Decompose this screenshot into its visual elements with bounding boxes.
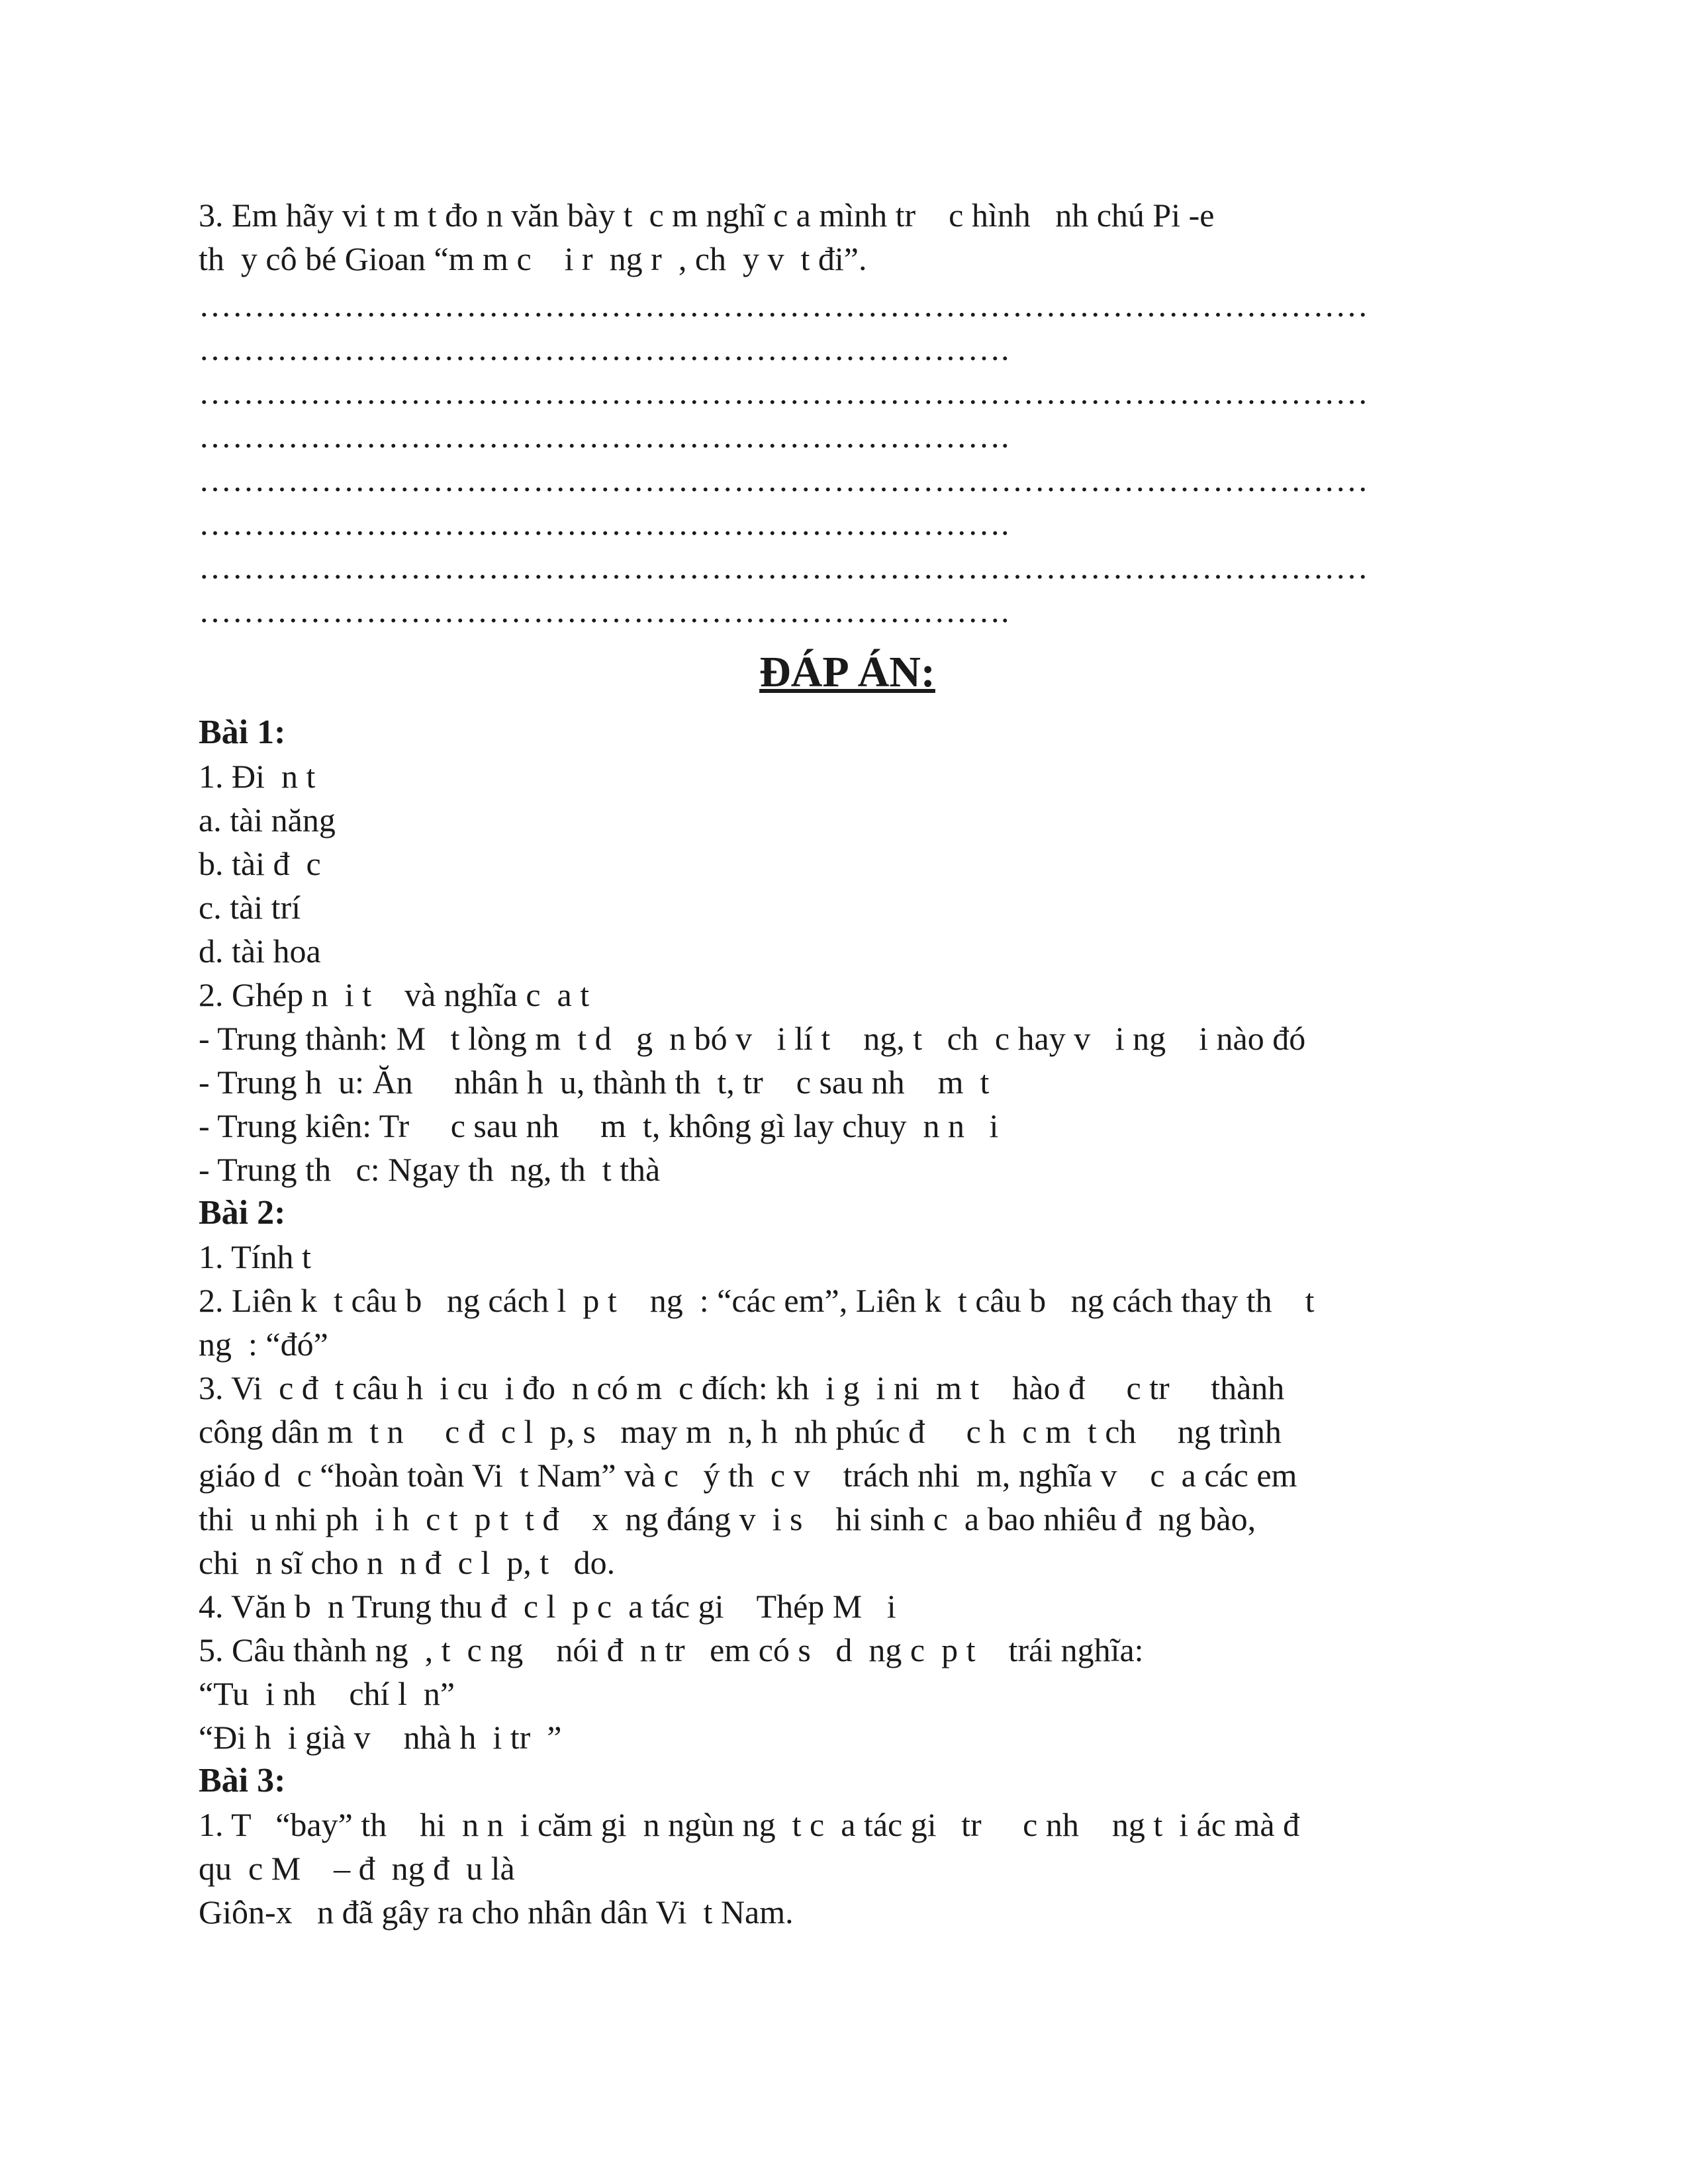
answer-key-title: ĐÁP ÁN: <box>759 648 935 696</box>
answer-line: - Trung kiên: Tr c sau nh m t, không gì lay chuy n n i <box>199 1107 999 1144</box>
section-heading-bai-1: Bài 1: <box>199 713 286 751</box>
section-bai-2 <box>199 1235 1496 1759</box>
answer-line: 1. Tính t <box>199 1238 311 1275</box>
answer-line: 2. Ghép n i t và nghĩa c a t <box>199 976 590 1013</box>
section-bai-1 <box>199 754 1496 1191</box>
answer-line: d. tài hoa <box>199 933 321 970</box>
answer-line: Giôn-x n đã gây ra cho nhân dân Vi t Nam. <box>199 1893 794 1931</box>
dotted-line-long: …………………………………………………………………………………………… <box>199 374 1369 411</box>
answer-blank-lines <box>199 283 1496 633</box>
dotted-line-short: ………………………………………………………………. <box>199 592 1009 629</box>
answer-line: 1. Đi n t <box>199 758 316 795</box>
dotted-line-short: ………………………………………………………………. <box>199 505 1009 542</box>
dotted-line-short: ………………………………………………………………. <box>199 418 1009 455</box>
answer-line: công dân m t n c đ c l p, s may m n, h nh phúc đ c h c m t ch ng trình <box>199 1413 1282 1450</box>
dotted-line-short: ………………………………………………………………. <box>199 330 1009 367</box>
answer-line: chi n sĩ cho n n đ c l p, t do. <box>199 1544 616 1581</box>
answer-line: - Trung h u: Ăn nhân h u, thành th t, tr c sau nh m t <box>199 1064 990 1101</box>
answer-line: “Đi h i già v nhà h i tr ” <box>199 1719 562 1756</box>
answer-line: giáo d c “hoàn toàn Vi t Nam” và c ý th c v trách nhi m, nghĩa v c a các em <box>199 1457 1297 1494</box>
question-3-line-2: th y cô bé Gioan “m m c i r ng r , ch y v t đi”. <box>199 240 867 277</box>
answer-line: qu c M – đ ng đ u là <box>199 1850 515 1887</box>
answer-line: 4. Văn b n Trung thu đ c l p c a tác gi Thép M i <box>199 1588 896 1625</box>
answer-line: - Trung thành: M t lòng m t d g n bó v i lí t ng, t ch c hay v i ng i nào đó <box>199 1020 1306 1057</box>
answer-line: ng : “đó” <box>199 1326 328 1363</box>
dotted-line-long: …………………………………………………………………………………………… <box>199 461 1369 498</box>
answer-line: 5. Câu thành ng , t c ng nói đ n tr em có s d ng c p t trái nghĩa: <box>199 1631 1144 1668</box>
answer-line: thi u nhi ph i h c t p t t đ x ng đáng v i s hi sinh c a bao nhiêu đ ng bào, <box>199 1500 1256 1537</box>
page-content <box>199 193 1496 1934</box>
answer-line: a. tài năng <box>199 801 336 839</box>
answer-line: 1. T “bay” th hi n n i căm gi n ngùn ng t c a tác gi tr c nh ng t i ác mà đ <box>199 1806 1300 1843</box>
answer-line: 3. Vi c đ t câu h i cu i đo n có m c đích: kh i g i ni m t hào đ c tr thành <box>199 1369 1285 1406</box>
dotted-line-long: …………………………………………………………………………………………… <box>199 549 1369 586</box>
question-3-line-1: 3. Em hãy vi t m t đo n văn bày t c m nghĩ c a mình tr c hình nh chú Pi -e <box>199 197 1215 234</box>
answer-line: - Trung th c: Ngay th ng, th t thà <box>199 1151 661 1188</box>
dotted-line-long: …………………………………………………………………………………………… <box>199 287 1369 324</box>
section-heading-bai-3: Bài 3: <box>199 1762 286 1799</box>
section-heading-bai-2: Bài 2: <box>199 1194 286 1232</box>
answer-line: “Tu i nh chí l n” <box>199 1675 455 1712</box>
answer-line: 2. Liên k t câu b ng cách l p t ng : “các em”, Liên k t câu b ng cách thay th t <box>199 1282 1315 1319</box>
answer-line: b. tài đ c <box>199 845 321 882</box>
answer-line: c. tài trí <box>199 889 301 926</box>
section-bai-3 <box>199 1803 1496 1934</box>
